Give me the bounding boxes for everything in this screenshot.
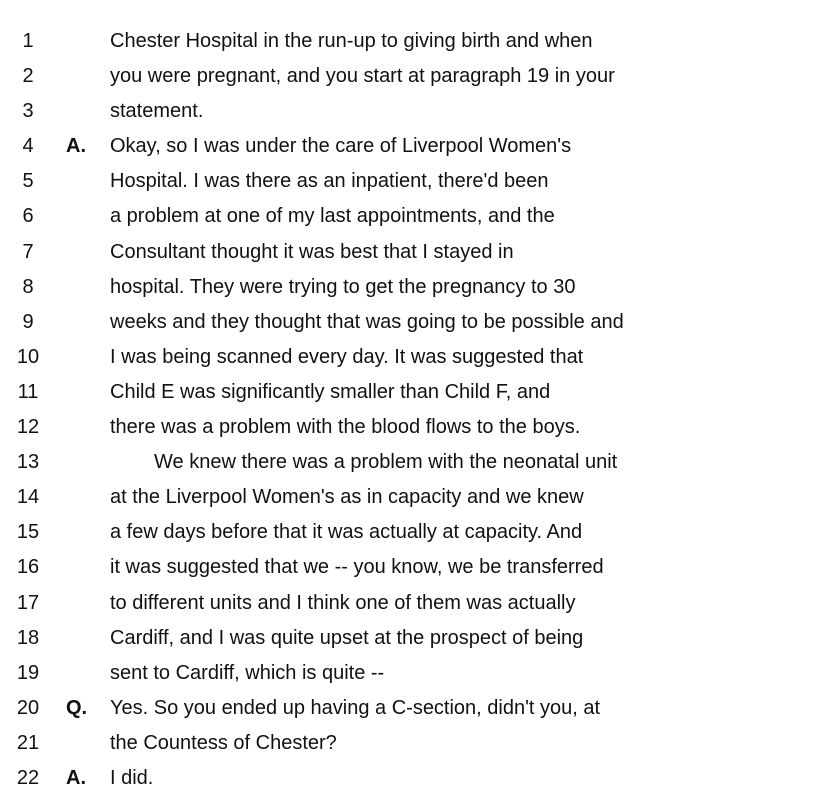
line-text: Yes. So you ended up having a C-section, didn't you, at [110,696,601,719]
line-number: 5 [22,170,34,193]
line-text: hospital. They were trying to get the pregnancy to 30 [110,275,576,298]
line-number: 20 [16,696,40,719]
line-number: 6 [22,205,34,228]
line-number: 9 [22,310,34,333]
line-text: Consultant thought it was best that I stayed in [110,240,514,263]
transcript-line [0,199,816,234]
line-text: Hospital. I was there as an inpatient, there'd been [110,170,549,193]
line-text: to different units and I think one of them was actually [110,591,576,614]
line-number: 22 [16,766,40,789]
line-number: 18 [16,626,40,649]
transcript-line [0,24,816,59]
transcript-line [0,761,816,796]
line-number: 11 [17,380,39,403]
transcript-line [0,375,816,410]
line-text: it was suggested that we -- you know, we be transferred [110,556,604,579]
transcript-line [0,270,816,305]
line-number: 7 [22,240,34,263]
transcript-line [0,410,816,445]
line-number: 8 [22,275,34,298]
transcript-line [0,586,816,621]
line-number: 16 [16,556,40,579]
line-text: there was a problem with the blood flows to the boys. [110,416,581,439]
line-number: 15 [16,521,40,544]
line-text: weeks and they thought that was going to be possible and [110,310,624,333]
transcript-line [0,726,816,761]
line-number: 14 [16,486,40,509]
line-number: 13 [16,451,40,474]
line-text: a few days before that it was actually at capacity. And [110,521,583,544]
line-text: a problem at one of my last appointments, and the [110,205,555,228]
transcript-line [0,445,816,480]
line-number: 17 [16,591,40,614]
line-text: sent to Cardiff, which is quite -- [110,661,385,684]
line-text: Child E was significantly smaller than Child F, and [110,380,551,403]
line-number: 2 [22,65,34,88]
line-text: Cardiff, and I was quite upset at the prospect of being [110,626,584,649]
speaker-label: Q. [66,696,88,719]
transcript-page [0,24,816,796]
transcript-line [0,129,816,164]
line-number: 10 [16,345,40,368]
line-number: 12 [16,416,40,439]
transcript-line [0,59,816,94]
line-number: 21 [16,731,40,754]
line-text: I did. [110,766,154,789]
transcript-line [0,340,816,375]
transcript-line [0,550,816,585]
transcript-line [0,656,816,691]
line-text: Okay, so I was under the care of Liverpool Women's [110,135,572,158]
line-number: 1 [22,30,34,52]
line-number: 19 [16,661,40,684]
transcript-line [0,480,816,515]
line-text: you were pregnant, and you start at paragraph 19 in your [110,65,615,88]
line-text: the Countess of Chester? [110,731,337,754]
line-text: I was being scanned every day. It was suggested that [110,345,584,368]
speaker-label: A. [66,135,86,158]
transcript-line [0,94,816,129]
line-text: at the Liverpool Women's as in capacity and we knew [110,486,584,509]
transcript-line [0,305,816,340]
line-number: 3 [22,100,34,123]
line-text: Chester Hospital in the run-up to giving birth and when [110,30,593,52]
line-number: 4 [22,135,34,158]
transcript-line [0,515,816,550]
transcript-line [0,691,816,726]
transcript-line [0,235,816,270]
line-text: We knew there was a problem with the neonatal unit [154,451,618,474]
speaker-label: A. [66,766,86,789]
transcript-line [0,621,816,656]
line-text: statement. [110,100,204,123]
transcript-line [0,164,816,199]
